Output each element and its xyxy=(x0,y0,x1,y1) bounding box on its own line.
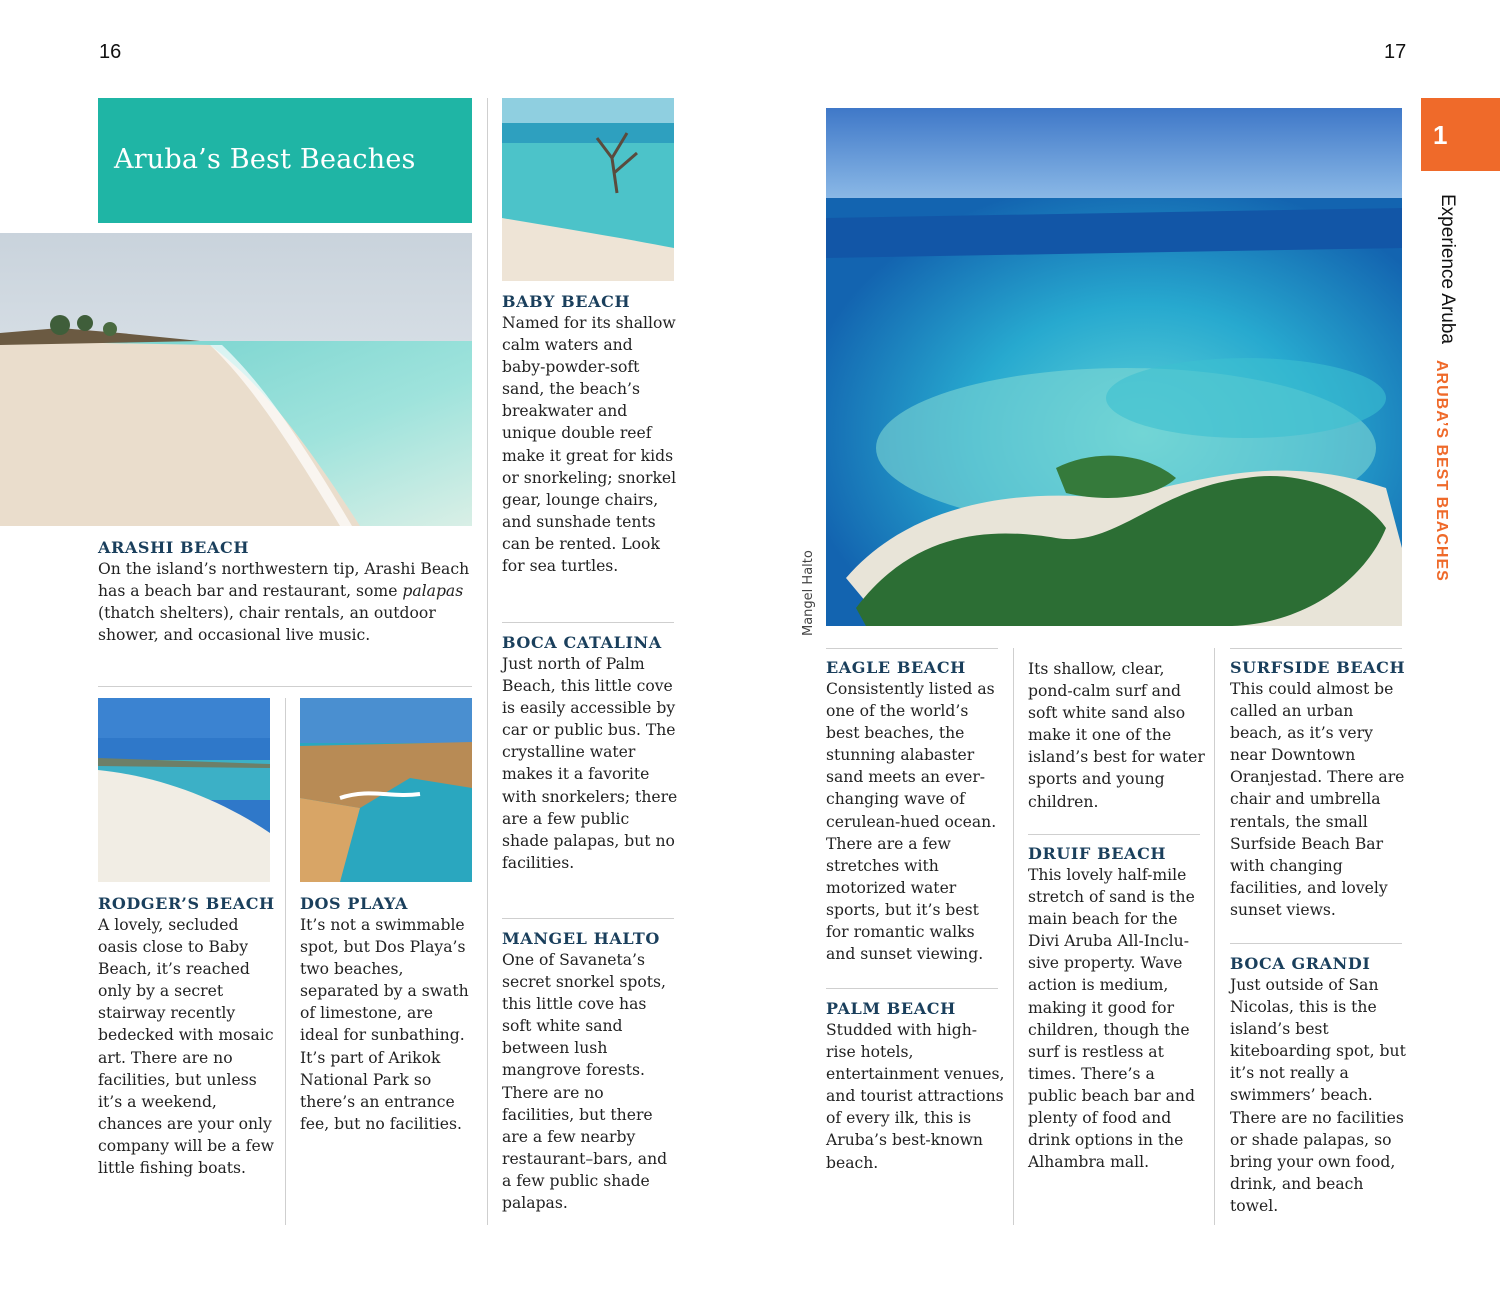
chapter-title: Experience Aruba xyxy=(1437,194,1458,344)
surfside-beach-title: SURFSIDE BEACH xyxy=(1230,658,1406,677)
divider xyxy=(826,648,998,649)
eagle-beach-title: EAGLE BEACH xyxy=(826,658,966,677)
rodgers-beach-title: RODGER’S BEACH xyxy=(98,894,275,913)
divider xyxy=(1028,834,1200,835)
column-divider xyxy=(487,98,488,1225)
dos-playa-text: It’s not a swimmable spot, but Dos Playa’s two beaches, separated by a swath of limestone, are ideal for sunbathing. It’s part of Arikok National Park so there’s an entrance fee, but no facilities. xyxy=(300,916,469,1133)
divider xyxy=(1230,943,1402,944)
boca-grandi-entry xyxy=(1230,954,1410,1217)
baby-beach-photo xyxy=(502,98,674,281)
dos-playa-entry xyxy=(300,894,476,1135)
arashi-text-part-2: (thatch shelters), chair rentals, an outdoor shower, and occasional live music. xyxy=(98,604,436,645)
mangel-halto-text: One of Savaneta’s secret snorkel spots, this little cove has soft white sand between lush mangrove forests. There are no facilities, but there are a few nearby restaurant–bars, and a few public shade palapas. xyxy=(502,951,668,1213)
palm-beach-text: Studded with high-rise hotels, entertainment venues, and tourist attractions of every ilk, this is Aruba’s best-known beach. xyxy=(826,1021,1005,1172)
rodgers-beach-entry xyxy=(98,894,278,1179)
arashi-beach-entry xyxy=(98,538,470,646)
mangel-halto-aerial-photo xyxy=(826,108,1402,626)
eagle-beach-continued-text: Its shallow, clear, pond-calm surf and soft white sand also make it one of the island’s best for water sports and young children. xyxy=(1028,660,1205,811)
boca-catalina-text: Just north of Palm Beach, this little cove is easily accessible by car or public bus. The crystalline water makes it a favorite with snorkelers; there are a few public shade palapas, but no facilities. xyxy=(502,655,678,872)
eagle-beach-text: Consistently listed as one of the world’s best beaches, the stunning alabaster sand meets an ever-changing wave of cerulean-hued ocean. There are a few stretches with motorized water sports, but it’s best for romantic walks and sunset viewing. xyxy=(826,680,997,964)
page-number-left: 16 xyxy=(99,41,122,63)
divider xyxy=(826,988,998,989)
mangel-halto-title: MANGEL HALTO xyxy=(502,929,660,948)
surfside-beach-text: This could almost be called an urban beach, as it’s very near Downtown Oranjestad. There are chair and umbrella rentals, the small Surfside Beach Bar with changing facilities, and lovely sunset views. xyxy=(1230,680,1405,919)
palm-beach-entry xyxy=(826,999,1006,1174)
mangel-halto-entry xyxy=(502,929,680,1214)
arashi-beach-title: ARASHI BEACH xyxy=(98,538,250,557)
baby-beach-entry xyxy=(502,292,680,577)
druif-beach-title: DRUIF BEACH xyxy=(1028,844,1167,863)
divider xyxy=(502,622,674,623)
palm-beach-title: PALM BEACH xyxy=(826,999,956,1018)
section-title-vertical: ARUBA’S BEST BEACHES xyxy=(1433,360,1450,582)
arashi-beach-text xyxy=(98,558,470,646)
column-divider xyxy=(1214,648,1215,1225)
baby-beach-text: Named for its shallow calm waters and baby-powder-soft sand, the beach’s breakwater and unique double reef make it great for kids or snorkeling; snorkel gear, lounge chairs, and sunshade tents can be rented. Look for sea turtles. xyxy=(502,314,677,576)
column-divider xyxy=(285,698,286,1225)
arashi-text-part-1: On the island’s northwestern tip, Arashi Beach has a beach bar and restaurant, some xyxy=(98,560,470,601)
druif-beach-text: This lovely half-mile stretch of sand is the main beach for the Divi Aruba All-Inclusive property. Wave action is medium, making it good for children, though the surf is restless at times. There’s a public beach bar and plenty of food and drink options in the Alhambra mall. xyxy=(1028,866,1195,1172)
boca-grandi-text: Just outside of San Nicolas, this is the island’s best kiteboarding spot, but it’s not really a swimmers’ beach. There are no facilities or shade palapas, so bring your own food, drink, and beach towel. xyxy=(1230,976,1406,1215)
dos-playa-title: DOS PLAYA xyxy=(300,894,409,913)
page-number-right: 17 xyxy=(1384,41,1407,63)
chapter-tab: 1 xyxy=(1421,98,1500,171)
eagle-beach-continued xyxy=(1028,658,1206,813)
boca-catalina-title: BOCA CATALINA xyxy=(502,633,662,652)
druif-beach-entry xyxy=(1028,844,1206,1173)
arashi-beach-photo xyxy=(0,233,472,526)
section-heading: Aruba’s Best Beaches xyxy=(98,98,472,223)
rodgers-beach-text: A lovely, secluded oasis close to Baby Beach, it’s reached only by a secret stairway recently bedecked with mosaic art. There are no facilities, but unless it’s a weekend, chances are your only company will be a few little fishing boats. xyxy=(98,916,275,1178)
eagle-beach-entry xyxy=(826,658,1006,965)
boca-grandi-title: BOCA GRANDI xyxy=(1230,954,1371,973)
arashi-text-em: palapas xyxy=(402,582,464,601)
rodgers-beach-photo xyxy=(98,698,270,882)
column-divider xyxy=(1013,648,1014,1225)
baby-beach-title: BABY BEACH xyxy=(502,292,631,311)
divider xyxy=(1230,648,1402,649)
divider xyxy=(98,686,472,687)
surfside-beach-entry xyxy=(1230,658,1410,921)
divider xyxy=(502,918,674,919)
dos-playa-photo xyxy=(300,698,472,882)
photo-credit: Mangel Halto xyxy=(801,550,816,636)
boca-catalina-entry xyxy=(502,633,678,874)
